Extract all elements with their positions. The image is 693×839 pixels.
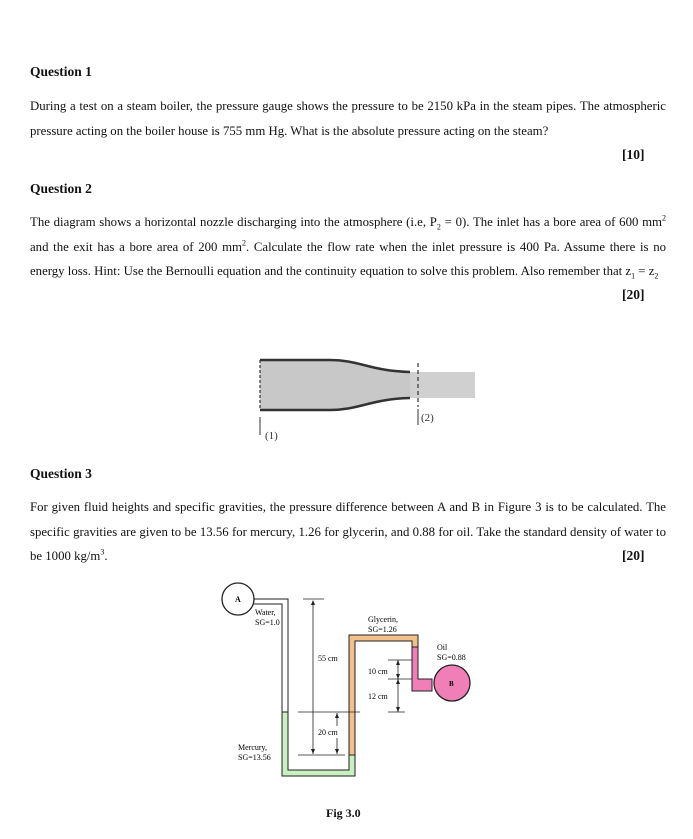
nozzle-label-exit: (2)	[421, 412, 434, 424]
mercury-label: Mercury,	[238, 743, 268, 752]
svg-text:A: A	[235, 595, 241, 604]
dimension-20cm: 20 cm	[318, 728, 338, 737]
figure-3-caption: Fig 3.0	[326, 806, 361, 820]
nozzle-label-inlet: (1)	[265, 430, 278, 442]
water-sg-label: SG=1.0	[255, 618, 280, 627]
question-1-title: Question 1	[30, 64, 92, 79]
svg-text:B: B	[449, 680, 454, 688]
dimension-55cm: 55 cm	[318, 654, 338, 663]
nozzle-diagram	[240, 355, 490, 450]
question-3-marks: [20]	[622, 548, 645, 563]
manometer-diagram	[200, 580, 500, 785]
question-3-body: For given fluid heights and specific gravities, the pressure difference between A and B in Figure 3 is to be calculated. The specific gravities are given to be 13.56 for mercury, 1.26 for glycerin, and 0.88 for oil. Take the standard density of water to be 1000 $kg/m^3$.	[30, 500, 666, 563]
question-2-body: The diagram shows a horizontal nozzle discharging into the atmosphere (i.e, $P_2 = 0$). The inlet has a bore area of 600 $mm^2$ and the exit has a bore area of 200 $mm^2$. Calculate the flow rate when the inlet pressure is 400 Pa. Assume there is no energy loss. Hint: Use the Bernoulli equation and the continuity equation to solve this problem. Also remember that $z_1 = z_2$	[30, 213, 667, 281]
question-3-title: Question 3	[30, 466, 92, 481]
glycerin-label: Glycerin,	[368, 615, 398, 624]
water-label: Water,	[255, 608, 276, 617]
dimension-10cm: 10 cm	[368, 667, 388, 676]
dimension-12cm: 12 cm	[368, 692, 388, 701]
glycerin-sg-label: SG=1.26	[368, 625, 397, 634]
question-1-marks: [10]	[622, 147, 645, 162]
question-1-body: During a test on a steam boiler, the pressure gauge shows the pressure to be 2150 kPa in the steam pipes. The atmospheric pressure acting on the boiler house is 755 mm Hg. What is the absolute pressure acting on the steam?	[30, 99, 666, 138]
oil-label: Oil	[437, 643, 448, 652]
mercury-sg-label: SG=13.56	[238, 753, 271, 762]
oil-sg-label: SG=0.88	[437, 653, 466, 662]
question-2-title: Question 2	[30, 181, 92, 196]
question-2-marks: [20]	[622, 287, 645, 302]
